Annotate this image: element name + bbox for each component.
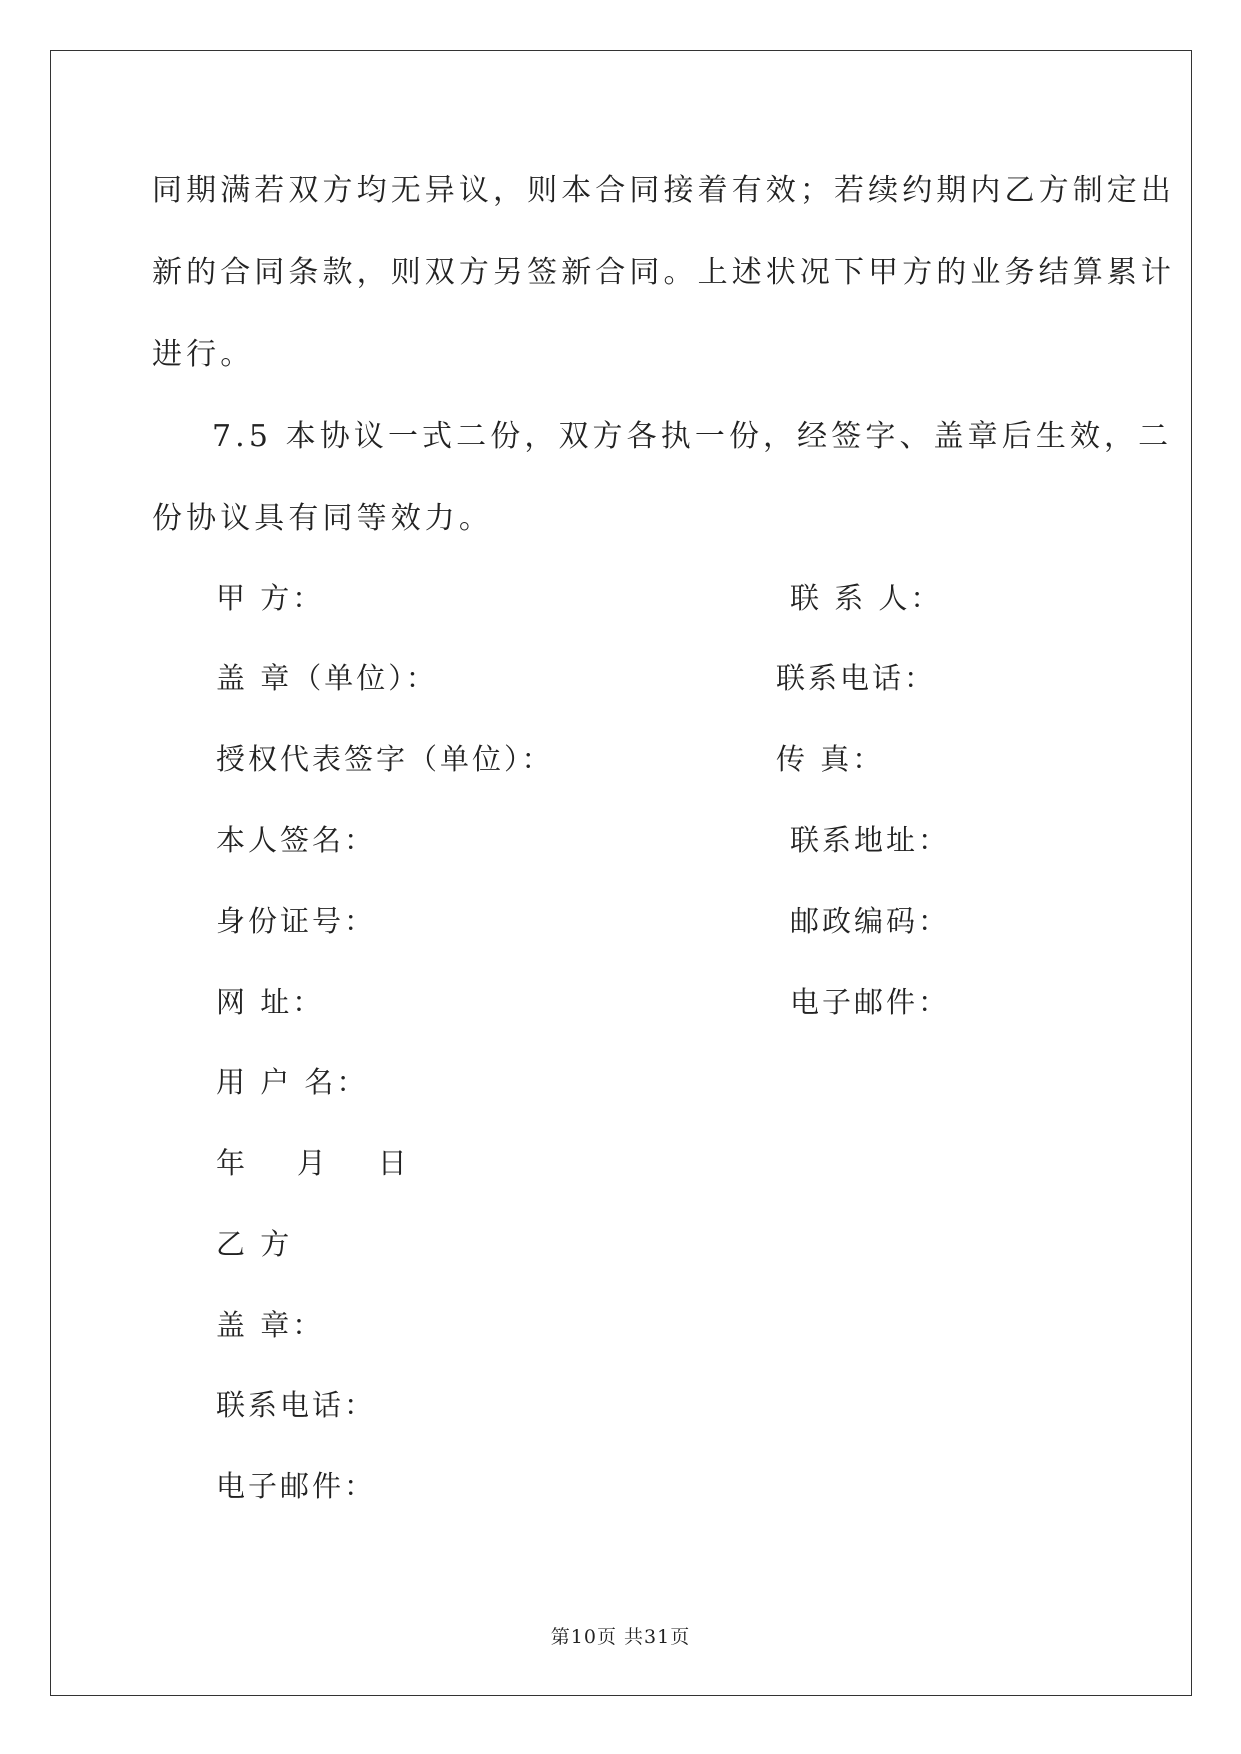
date-label: 年 月 日 [216,1146,410,1180]
id-number-label: 身份证号： [216,904,377,938]
contact-phone-label: 联系电话： [776,661,937,695]
email-label: 电子邮件： [790,985,951,1019]
party-b-email-label: 电子邮件： [216,1469,377,1503]
contact-person-label: 联 系 人： [790,581,943,615]
clause-7-5-line-1: 7.5 本协议一式二份，双方各执一份，经签字、盖章后生效，二 [212,419,1173,454]
contact-address-label: 联系地址： [790,823,951,857]
website-label: 网 址： [216,985,325,1019]
party-b-seal-label: 盖 章： [216,1308,325,1342]
page-indicator: 第10页 共31页 [550,1626,691,1648]
authorized-signature-label: 授权代表签字（单位）： [216,742,554,776]
body-paragraph-line-2: 新的合同条款，则双方另签新合同。上述状况下甲方的业务结算累计 [152,255,1175,290]
party-b-phone-label: 联系电话： [216,1388,377,1422]
postal-code-label: 邮政编码： [790,904,951,938]
personal-signature-label: 本人签名： [216,823,377,857]
party-a-seal-label: 盖 章（单位）： [216,661,438,695]
body-paragraph-line-3: 进行。 [152,337,255,372]
username-label: 用 户 名： [216,1065,369,1099]
party-a-label: 甲 方： [216,581,325,615]
body-paragraph-line-1: 同期满若双方均无异议，则本合同接着有效；若续约期内乙方制定出 [152,173,1175,208]
fax-label: 传 真： [776,742,885,776]
party-b-label: 乙 方 [216,1227,293,1261]
clause-7-5-line-2: 份协议具有同等效力。 [152,501,493,536]
